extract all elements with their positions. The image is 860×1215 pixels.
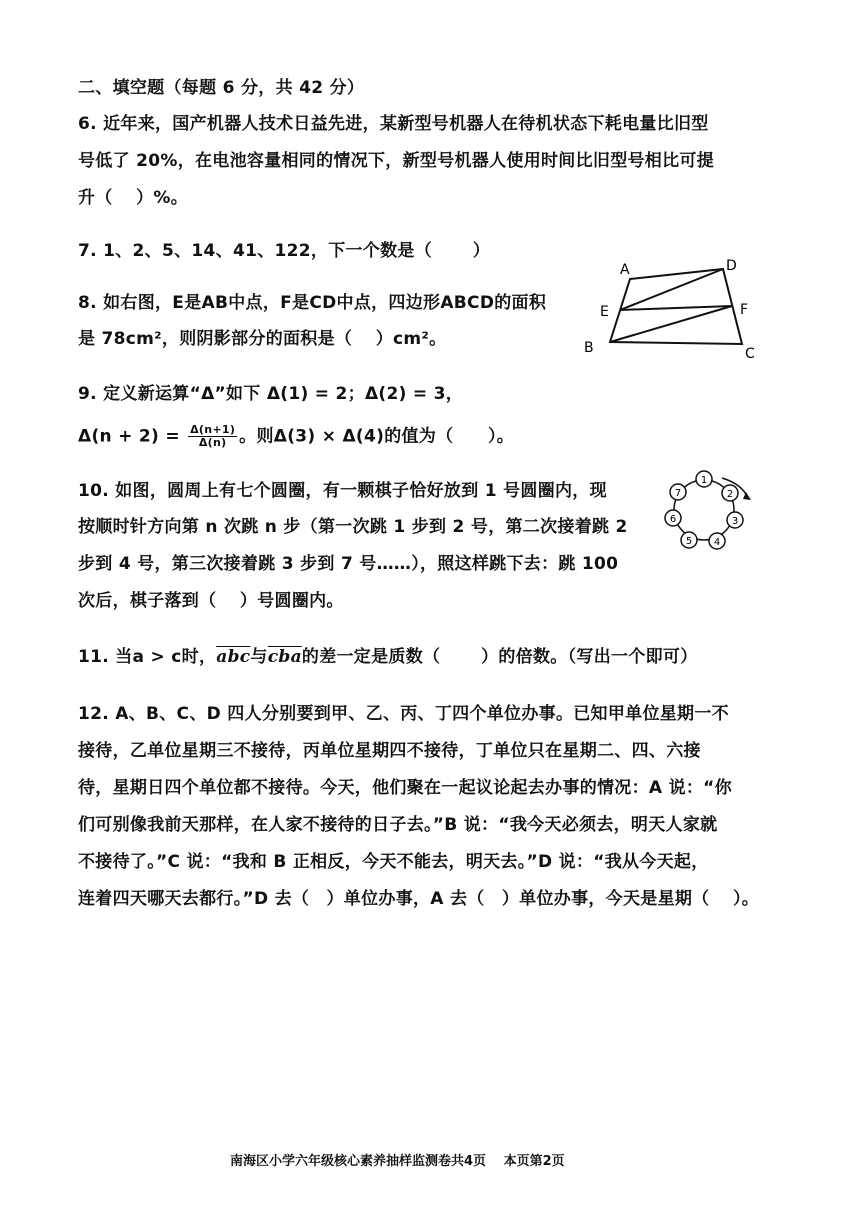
page-footer: 南海区小学六年级核心素养抽样监测卷共4页 本页第2页	[230, 1154, 565, 1169]
label-d: D	[726, 258, 737, 274]
label-a: A	[620, 262, 630, 278]
label-b: B	[584, 340, 594, 356]
q11-prefix: 11. 当a > c时，	[78, 647, 217, 667]
q11-suffix: 的差一定是质数（ ）的倍数。（写出一个即可）	[301, 647, 698, 667]
q6-line2: 号低了 20%，在电池容量相同的情况下，新型号机器人使用时间比旧型号相比可提	[78, 151, 715, 171]
circle-2-number: 2	[726, 489, 734, 500]
q9-fraction	[188, 424, 237, 449]
circle-6-number: 6	[669, 514, 677, 525]
q8-line1: 8. 如右图，E是AB中点，F是CD中点，四边形ABCD的面积	[78, 293, 547, 313]
q6-line1: 6. 近年来，国产机器人技术日益先进，某新型号机器人在待机状态下耗电量比旧型	[78, 114, 709, 134]
circle-5-number: 5	[685, 536, 693, 547]
circle-7-number: 7	[674, 488, 682, 499]
q12-line4: 们可别像我前天那样，在人家不接待的日子去。”B 说：“我今天必须去，明天人家就	[78, 815, 718, 835]
q12-line1: 12. A、B、C、D 四人分别要到甲、乙、丙、丁四个单位办事。已知甲单位星期一不	[78, 704, 729, 724]
q10-line1: 10. 如图，圆周上有七个圆圈，有一颗棋子恰好放到 1 号圆圈内，现	[78, 481, 607, 501]
quadrilateral-figure	[580, 258, 770, 368]
q12-line2: 接待，乙单位星期三不接待，丙单位星期四不接待，丁单位只在星期二、四、六接	[78, 741, 701, 761]
seven-circles-figure	[660, 468, 760, 558]
q10-line4: 次后，棋子落到（ ）号圆圈内。	[78, 591, 344, 611]
q12-line5: 不接待了。”C 说：“我和 B 正相反，今天不能去，明天去。”D 说：“我从今天起，	[78, 852, 709, 872]
q9-frac-num: Δ(n+1)	[190, 423, 236, 436]
section-title: 二、填空题（每题 6 分，共 42 分）	[78, 78, 365, 98]
q12-line3: 待，星期日四个单位都不接待。今天，他们聚在一起议论起去办事的情况：A 说：“你	[78, 778, 732, 798]
q8-line2: 是 78cm²，则阴影部分的面积是（ ）cm²。	[78, 329, 447, 349]
q11-line1	[78, 646, 698, 668]
label-e: E	[600, 304, 609, 320]
q11-and: 与	[250, 647, 268, 667]
q7-line1: 7. 1、2、5、14、41、122，下一个数是（ ）	[78, 241, 491, 261]
q11-abc: $\overline{abc}$	[216, 647, 251, 667]
circle-4-number: 4	[713, 537, 721, 548]
q9-frac-den: Δ(n)	[198, 436, 227, 449]
label-c: C	[745, 346, 755, 362]
q9-line2	[78, 424, 514, 449]
q9-formula-lhs: Δ(n + 2) =	[78, 426, 187, 447]
q12-line6: 连着四天哪天去都行。”D 去（ ）单位办事，A 去（ ）单位办事，今天是星期（ ）。	[78, 889, 760, 909]
q9-formula-rest: 。则Δ(3) × Δ(4)的值为（ ）。	[239, 426, 515, 447]
q9-line1: 9. 定义新运算“Δ”如下 Δ(1) = 2；Δ(2) = 3，	[78, 384, 464, 404]
label-f: F	[740, 302, 749, 318]
q10-line3: 步到 4 号，第三次接着跳 3 步到 7 号……），照这样跳下去：跳 100	[78, 554, 619, 574]
q11-cba: $\overline{cba}$	[267, 647, 302, 667]
circle-1-number: 1	[700, 475, 708, 486]
q6-line3: 升（ ）%。	[78, 188, 189, 208]
q10-line2: 按顺时针方向第 n 次跳 n 步（第一次跳 1 步到 2 号，第二次接着跳 2	[78, 517, 628, 537]
circle-3-number: 3	[731, 516, 739, 527]
